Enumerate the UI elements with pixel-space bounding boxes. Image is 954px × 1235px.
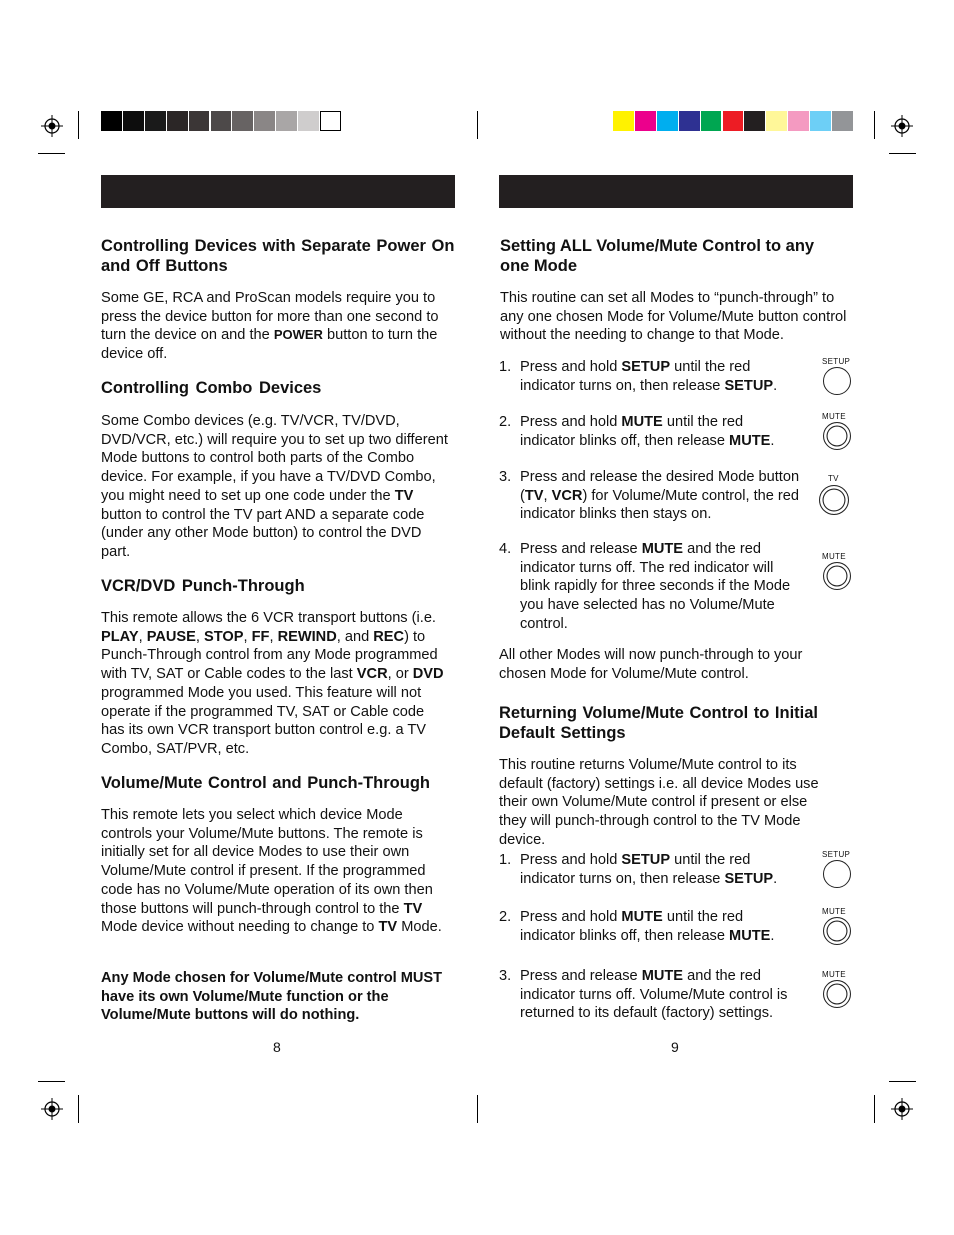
- setup-button-icon: SETUP: [820, 850, 860, 892]
- registration-mark-icon: [41, 1098, 63, 1120]
- crop-mark: [874, 1095, 875, 1123]
- setup-button-icon: SETUP: [820, 357, 860, 399]
- registration-mark-icon: [891, 115, 913, 137]
- paragraph-volume-mute: This remote lets you select which device Mode controls your Volume/Mute buttons. The remote is initially set for all device Modes to use their own Volume/Mute control if present. If the programmed code has no Volume/Mute operation of its own then those buttons will punch-through control to the TV Mode device without needing to change to TV Mode.: [101, 807, 442, 936]
- page-number-left: 8: [273, 1039, 281, 1055]
- page-number-right: 9: [671, 1039, 679, 1055]
- calibration-swatch: [101, 111, 122, 131]
- paragraph-set-all-intro: This routine can set all Modes to “punch-through” to any one chosen Mode for Volume/Mute button control without the needing to change to that Mode.: [500, 290, 847, 344]
- calibration-swatch: [232, 111, 253, 131]
- calibration-swatch: [635, 111, 656, 131]
- mute-button-icon: MUTE: [820, 970, 860, 1012]
- calibration-swatch: [744, 111, 765, 131]
- heading-volume-mute: Volume/Mute Control and Punch-Through: [101, 774, 430, 792]
- calibration-swatch: [679, 111, 700, 131]
- paragraph-set-all-outro: All other Modes will now punch-through to your chosen Mode for Volume/Mute control.: [499, 647, 803, 682]
- calibration-swatch: [723, 111, 744, 131]
- heading-set-all: Setting ALL Volume/Mute Control to any one Mode: [500, 237, 815, 275]
- crop-mark: [889, 1081, 916, 1082]
- right-header-bar: [499, 175, 853, 208]
- heading-vcr-dvd: VCR/DVD Punch-Through: [101, 577, 305, 595]
- calibration-swatch: [254, 111, 275, 131]
- crop-mark: [38, 153, 65, 154]
- calibration-swatch: [276, 111, 297, 131]
- mute-button-icon: MUTE: [820, 412, 860, 454]
- tv-button-icon: TV: [816, 474, 856, 516]
- note-volume-mute: Any Mode chosen for Volume/Mute control MUST have its own Volume/Mute function or the Volume/Mute buttons will do nothing.: [101, 970, 443, 1024]
- calibration-swatch: [788, 111, 809, 131]
- crop-mark: [889, 153, 916, 154]
- calibration-swatch: [832, 111, 853, 131]
- crop-mark: [874, 111, 875, 139]
- calibration-swatch: [298, 111, 319, 131]
- registration-mark-icon: [41, 115, 63, 137]
- heading-combo-devices: Controlling Combo Devices: [101, 379, 322, 397]
- calibration-swatch: [320, 111, 341, 131]
- calibration-swatch: [657, 111, 678, 131]
- paragraph-combo-devices: Some Combo devices (e.g. TV/VCR, TV/DVD, DVD/VCR, etc.) will require you to set up two different Mode buttons to control both parts of the Combo device. For example, if you have a TV/DVD Combo, you might need to set up one code under the TV button to control the TV part AND a separate code (under any other Mode button) to control the DVD part.: [101, 413, 448, 560]
- heading-separate-power: Controlling Devices with Separate Power On and Off Buttons: [101, 237, 455, 275]
- paragraph-separate-power: Some GE, RCA and ProScan models require you to press the device button for more than one second to turn the device on and the POWER button to turn the device off.: [101, 290, 439, 363]
- crop-mark: [477, 1095, 478, 1123]
- calibration-swatch: [766, 111, 787, 131]
- heading-returning: Returning Volume/Mute Control to Initial Default Settings: [499, 704, 819, 742]
- crop-mark: [477, 111, 478, 139]
- calibration-swatch: [810, 111, 831, 131]
- registration-mark-icon: [891, 1098, 913, 1120]
- crop-mark: [38, 1081, 65, 1082]
- mute-button-icon: MUTE: [820, 552, 860, 594]
- mute-button-icon: MUTE: [820, 907, 860, 949]
- calibration-swatch: [189, 111, 210, 131]
- left-header-bar: [101, 175, 455, 208]
- paragraph-vcr-dvd: This remote allows the 6 VCR transport buttons (i.e. PLAY, PAUSE, STOP, FF, REWIND, and REC) to Punch-Through control from any Mode programmed with TV, SAT or Cable codes to the last VCR, or DVD programmed Mode you used. This feature will not operate if the programmed TV, SAT or Cable code has its own VCR transport button control e.g. a TV Combo, SAT/PVR, etc.: [101, 610, 444, 757]
- calibration-swatch: [701, 111, 722, 131]
- calibration-swatch: [613, 111, 634, 131]
- calibration-swatch: [211, 111, 232, 131]
- crop-mark: [78, 111, 79, 139]
- crop-mark: [78, 1095, 79, 1123]
- calibration-swatch: [145, 111, 166, 131]
- calibration-swatch: [123, 111, 144, 131]
- paragraph-returning-intro: This routine returns Volume/Mute control to its default (factory) settings i.e. all device Modes use their own Volume/Mute control if present or else they will punch-through control to the TV Mode device.: [499, 757, 819, 848]
- calibration-swatch: [167, 111, 188, 131]
